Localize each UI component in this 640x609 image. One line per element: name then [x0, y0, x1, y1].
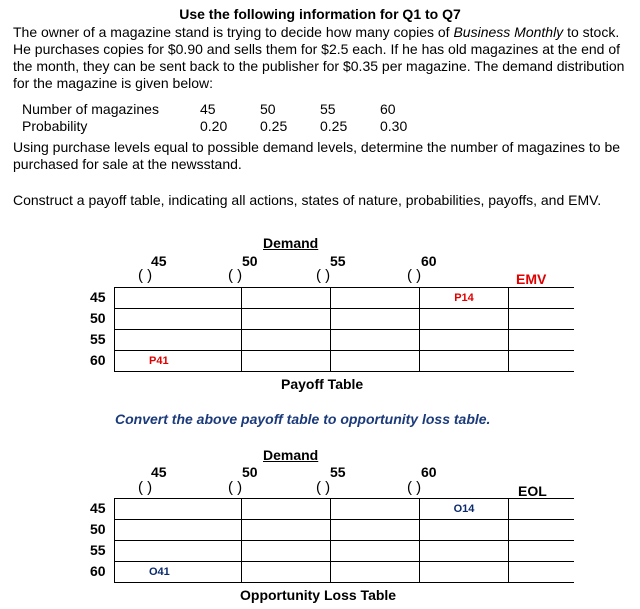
loss-cell-o14[interactable]: [420, 499, 509, 520]
payoff-cell-p41[interactable]: [115, 351, 242, 372]
payoff-table-caption: Payoff Table: [281, 376, 364, 392]
payoff-col-50: 50: [242, 253, 258, 269]
intro-paragraph: [13, 24, 635, 92]
loss-cell[interactable]: [115, 541, 242, 562]
payoff-emv-label: EMV: [516, 271, 547, 287]
emv-blank-1: [492, 308, 574, 309]
loss-cell-o41[interactable]: [115, 562, 242, 583]
payoff-row-50: 50: [90, 310, 106, 326]
payoff-prob-blank-4: ( ): [407, 267, 422, 284]
payoff-cell[interactable]: [115, 330, 242, 351]
payoff-cell[interactable]: [331, 288, 420, 309]
payoff-cell[interactable]: [242, 288, 331, 309]
loss-eol-label: EOL: [518, 483, 547, 499]
loss-cell[interactable]: [242, 499, 331, 520]
payoff-cell[interactable]: [115, 288, 242, 309]
loss-prob-blank-1: ( ): [138, 479, 153, 496]
eol-blank-1: [492, 519, 574, 520]
magazines-value-2: 50: [260, 101, 276, 117]
payoff-cell[interactable]: [331, 351, 420, 372]
magazines-value-1: 45: [200, 101, 216, 117]
loss-cell[interactable]: [115, 520, 242, 541]
loss-col-50: 50: [242, 464, 258, 480]
probability-value-3: 0.25: [320, 118, 348, 134]
loss-col-60: 60: [421, 464, 437, 480]
payoff-cell[interactable]: [331, 309, 420, 330]
loss-cell[interactable]: [331, 562, 420, 583]
payoff-cell[interactable]: [331, 330, 420, 351]
payoff-prob-blank-3: ( ): [316, 267, 331, 284]
payoff-cell[interactable]: [420, 330, 509, 351]
payoff-prob-blank-1: ( ): [138, 267, 153, 284]
instruction-purchase-levels: Using purchase levels equal to possible demand levels, determine the number of magazines to be purchased for sale at the newsstand.: [13, 139, 621, 172]
loss-cell[interactable]: [420, 562, 509, 583]
probability-label: Probability: [22, 118, 88, 134]
payoff-cell[interactable]: [242, 309, 331, 330]
payoff-cell-p14[interactable]: [420, 288, 509, 309]
magazines-value-4: 60: [380, 101, 396, 117]
loss-cell-o14-label: O14: [453, 503, 475, 515]
probability-value-2: 0.25: [260, 118, 288, 134]
loss-row-45: 45: [90, 500, 106, 516]
loss-cell[interactable]: [420, 520, 509, 541]
payoff-demand-label: Demand: [263, 235, 319, 251]
payoff-row-45: 45: [90, 289, 106, 305]
magazines-value-3: 55: [320, 101, 336, 117]
payoff-col-60: 60: [421, 253, 437, 269]
magazines-label: Number of magazines: [22, 101, 159, 117]
eol-blank-3: [492, 561, 574, 562]
loss-row-50: 50: [90, 521, 106, 537]
loss-cell[interactable]: [420, 541, 509, 562]
emv-blank-3: [492, 350, 574, 351]
loss-cell[interactable]: [242, 562, 331, 583]
payoff-cell[interactable]: [242, 351, 331, 372]
loss-table: [114, 498, 509, 583]
emv-blank-2: [492, 329, 574, 330]
payoff-col-45: 45: [151, 253, 167, 269]
payoff-row-55: 55: [90, 331, 106, 347]
loss-cell[interactable]: [115, 499, 242, 520]
loss-col-45: 45: [151, 464, 167, 480]
payoff-cell-p41-label: P41: [149, 355, 169, 367]
emv-blank-4: [492, 371, 574, 372]
loss-col-55: 55: [330, 464, 346, 480]
payoff-cell[interactable]: [420, 309, 509, 330]
eol-blank-2: [492, 540, 574, 541]
payoff-col-55: 55: [330, 253, 346, 269]
loss-demand-label: Demand: [263, 447, 319, 463]
convert-instruction: Convert the above payoff table to opportunity loss table.: [115, 411, 491, 427]
loss-prob-blank-3: ( ): [316, 479, 331, 496]
payoff-cell[interactable]: [115, 309, 242, 330]
payoff-cell[interactable]: [242, 330, 331, 351]
loss-cell[interactable]: [242, 541, 331, 562]
probability-value-4: 0.30: [380, 118, 408, 134]
intro-text-2: to stock. He purchases copies for $0.90 and sells them for $2.5 each. If he has old magazines at the end of the month, they can be sent back to the publisher for $0.35 per magazine. The demand distribution for the magazine is given below:: [13, 24, 625, 91]
loss-prob-blank-2: ( ): [228, 479, 243, 496]
payoff-cell-p14-label: P14: [454, 292, 474, 304]
payoff-table: [114, 287, 509, 372]
loss-row-55: 55: [90, 542, 106, 558]
loss-cell[interactable]: [331, 541, 420, 562]
loss-table-caption: Opportunity Loss Table: [240, 587, 397, 603]
loss-cell[interactable]: [242, 520, 331, 541]
intro-text-1: The owner of a magazine stand is trying to decide how many copies of: [13, 24, 454, 40]
loss-prob-blank-4: ( ): [407, 479, 422, 496]
loss-cell[interactable]: [331, 499, 420, 520]
instruction-construct-table: Construct a payoff table, indicating all actions, states of nature, probabilities, payoffs, and EMV.: [13, 192, 602, 208]
eol-blank-4: [492, 582, 574, 583]
probability-value-1: 0.20: [200, 118, 228, 134]
loss-row-60: 60: [90, 563, 106, 579]
loss-cell-o41-label: O41: [149, 566, 170, 578]
loss-cell[interactable]: [331, 520, 420, 541]
payoff-prob-blank-2: ( ): [228, 267, 243, 284]
payoff-cell[interactable]: [420, 351, 509, 372]
payoff-row-60: 60: [90, 352, 106, 368]
magazine-name: Business Monthly: [453, 24, 564, 40]
page-title: Use the following information for Q1 to Q7: [179, 6, 461, 22]
